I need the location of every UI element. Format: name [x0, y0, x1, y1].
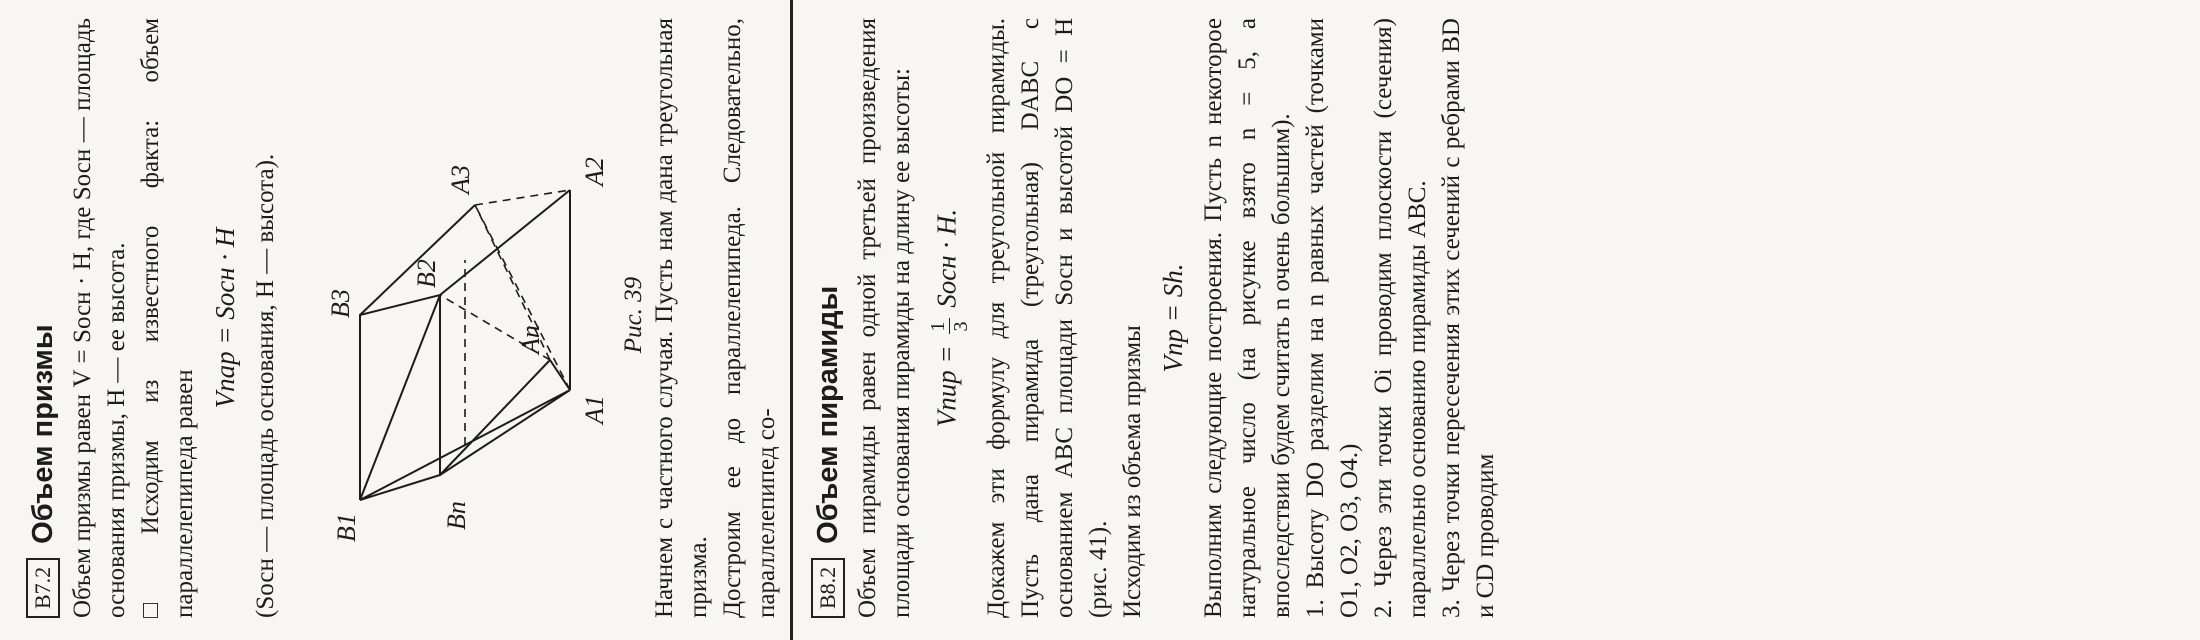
pyramid-volume-formula — [927, 18, 972, 618]
figure-caption: Рис. 39 — [620, 276, 647, 354]
step-1-paragraph: 1. Высоту DO разделим на n равных частей (точками O1, O2, O3, O4.) — [1302, 18, 1363, 618]
label-a1: A1 — [580, 395, 609, 424]
section-heading — [20, 18, 66, 618]
edge-b2-a2 — [440, 190, 570, 295]
section-title: Объем пирамиды — [811, 285, 844, 544]
section-title: Объем призмы — [26, 324, 59, 544]
construction-paragraph: Выполним следующие построения. Пусть n некоторое натуральное число (на рисунке взято n = 5, а впоследствии будем считать n очень большим). — [1200, 18, 1295, 618]
step-3-paragraph: 3. Через точки пересечения этих сечений с ребрами BD и CD проводим — [1438, 18, 1499, 618]
label-b1: B1 — [332, 513, 361, 542]
label-b3: B3 — [326, 289, 355, 318]
definition-paragraph: Объем пирамиды равен одной третьей произведения площади основания пирамиды на длину ее высоты: — [854, 18, 915, 618]
prism-diagram — [325, 80, 615, 550]
prism-reference-paragraph: Исходим из объема призмы — [1119, 325, 1146, 618]
section-b7-2 — [20, 18, 283, 618]
definition-paragraph: Объем призмы равен V = Sосн · H, где Sосн — площадь основания призмы, H — ее высота. — [69, 18, 130, 618]
section-heading — [805, 18, 851, 618]
label-an: An — [516, 325, 545, 354]
step-2-paragraph: 2. Через эти точки Oi проводим плоскости (сечения) параллельно основанию пирамиды ABC. — [1370, 18, 1431, 618]
edge-bn-an — [440, 360, 550, 475]
diagonal-b1-b2 — [360, 295, 440, 500]
construction-paragraph: Достроим ее до параллелепипеда. Следовательно, параллелепипед со- — [719, 18, 780, 618]
fraction-denominator: 3 — [950, 321, 972, 332]
figure-39 — [325, 80, 655, 550]
special-case-paragraph: Начнем с частного случая. Пусть нам дана треугольная призма. — [651, 18, 712, 618]
diagonal-bn-a1 — [440, 390, 570, 475]
section-divider — [790, 0, 793, 640]
label-a2: A2 — [580, 157, 609, 186]
notation-paragraph: (Sосн — площадь основания, H — высота). — [252, 153, 279, 618]
prism-volume-formula: Vпр = Sh. — [1158, 263, 1188, 373]
fraction-numerator: 1 — [927, 318, 950, 334]
one-third-fraction — [927, 318, 972, 334]
section-badge: B8.2 — [811, 558, 845, 618]
section-b8-2 — [805, 18, 1503, 618]
middle-text — [648, 18, 784, 618]
section-badge: B7.2 — [26, 558, 60, 618]
label-b2: B2 — [412, 259, 441, 288]
label-a3: A3 — [446, 165, 475, 194]
proof-paragraph: Докажем эти формулу для треугольной пирамиды. Пусть дана пирамида (треугольная) DABC с основанием ABC площади Sосн и высотой DO = H (рис. 41). — [983, 18, 1112, 618]
formula-left: Vпир = — [931, 345, 962, 428]
parallelepiped-volume-formula: Vпар = Sосн · H — [210, 227, 240, 409]
proof-start-paragraph: □ Исходим из известного факта: объем параллелепипеда равен — [137, 18, 198, 618]
formula-right: Sосн · H. — [931, 208, 962, 308]
label-bn: Bn — [442, 501, 471, 530]
